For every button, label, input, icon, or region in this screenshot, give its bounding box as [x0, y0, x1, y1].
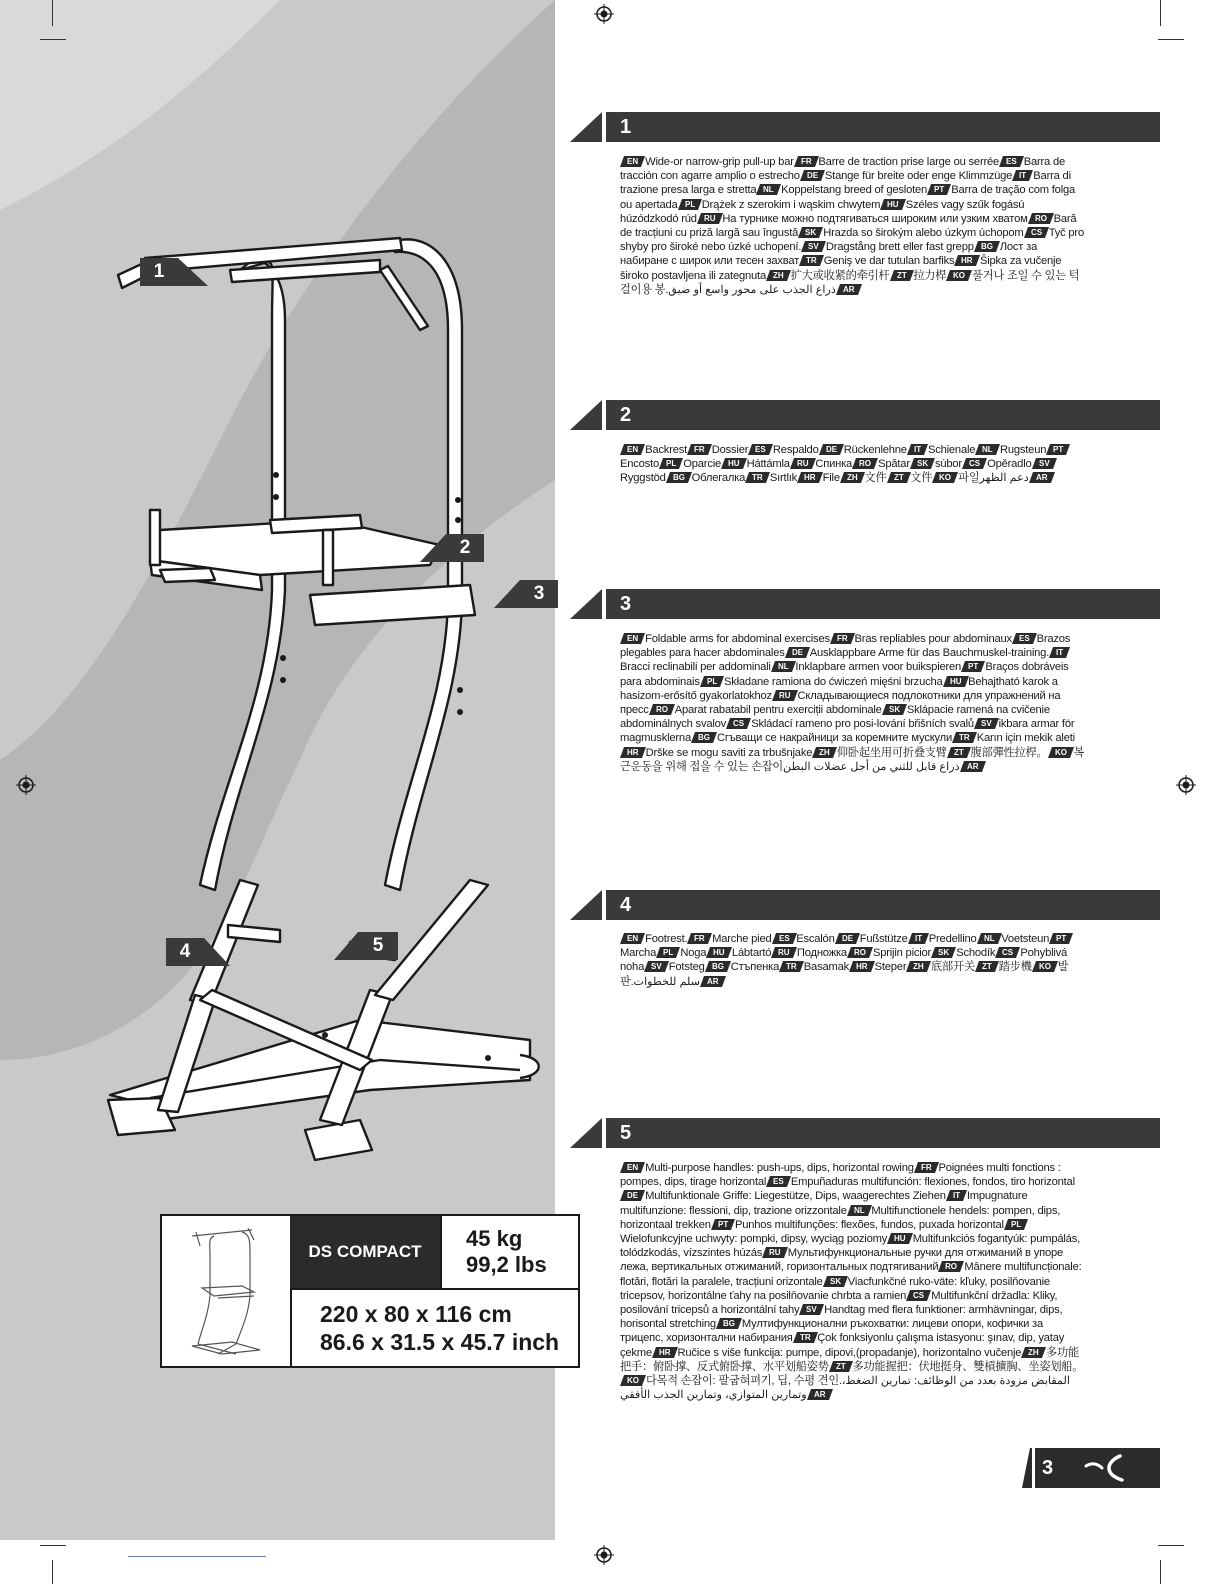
language-badge-en: EN: [620, 1162, 645, 1173]
translation-text: 발판: [620, 961, 1069, 988]
language-badge-ro: RO: [847, 947, 873, 958]
translation-text: Multi-purpose handles: push-ups, dips, horizontal rowing: [645, 1162, 914, 1174]
language-badge-bg: BG: [691, 732, 717, 743]
translation-text: Basamak: [803, 961, 850, 974]
translation-text: Brazos plegables para hacer abdominales: [620, 633, 1071, 660]
translation-text: Aparat rabatabil pentru exerciții abdominale: [674, 704, 882, 717]
language-badge-sv: SV: [801, 241, 826, 252]
language-badge-zt: ZT: [947, 747, 971, 758]
translation-text: 풀거나 조일 수 있는 턱걸이용 봉: [620, 269, 1080, 296]
language-badge-tr: TR: [952, 732, 977, 743]
crop-mark: [52, 1560, 53, 1584]
translation-text: 多功能把手：俯卧撑、反式俯卧撑、水平划船姿势: [620, 1346, 1079, 1373]
page-number: 3: [1042, 1457, 1054, 1479]
language-badge-ko: KO: [946, 270, 972, 281]
language-badge-en: EN: [620, 444, 645, 455]
language-badge-es: ES: [1012, 633, 1037, 644]
translation-text: Behajtható karok a hasizom-erősítő gyakorlatokhoz: [620, 675, 1058, 702]
language-badge-ko: KO: [620, 1375, 646, 1386]
language-badge-hr: HR: [620, 747, 646, 758]
translation-text: Barra de tracción con agarre amplio o estrecho: [620, 156, 1066, 183]
translation-text: 文件: [864, 472, 887, 485]
dimensions-cm: 220 x 80 x 116 cm: [320, 1301, 512, 1327]
language-badge-zh: ZH: [840, 472, 865, 483]
translation-text: Escalón: [796, 933, 835, 945]
translation-text: Backrest: [645, 444, 688, 456]
crop-mark: [40, 39, 66, 40]
language-badge-it: IT: [1012, 170, 1033, 181]
translation-text: Ryggstöd: [620, 472, 666, 485]
translation-text: Multifunkciós fogantyúk: pumpálás, tolódzkodás, vízszintes húzás: [620, 1233, 1081, 1260]
section-header-5: 5: [570, 1118, 1160, 1148]
section-header-3: 3: [570, 589, 1160, 619]
translation-text: ذراع قابل للثني من أجل عضلات البطن: [783, 760, 960, 773]
language-badge-sk: SK: [882, 704, 907, 715]
language-badge-pl: PL: [656, 947, 680, 958]
language-badge-tr: TR: [793, 1332, 818, 1343]
translation-text: دعم الظهر: [979, 472, 1029, 485]
translation-text: súbor: [934, 458, 962, 471]
translation-text: 腹部彈性拉桿。: [970, 746, 1048, 759]
translation-text: Šipka za vučenje široko postavljena ili zategnuta: [620, 255, 1062, 282]
language-badge-hu: HU: [887, 1233, 913, 1244]
translation-text: Sprijin picior: [872, 947, 932, 960]
language-badge-hr: HR: [652, 1347, 678, 1358]
translation-text: Braços dobráveis para abdominais: [620, 661, 1069, 688]
translation-text: Barra di trazione presa larga e stretta: [620, 170, 1071, 197]
translation-text: Lábtartó: [731, 947, 772, 960]
product-name: DS COMPACT: [290, 1216, 440, 1288]
language-badge-hu: HU: [880, 199, 906, 210]
product-spec-box: [160, 1214, 580, 1368]
language-badge-ro: RO: [852, 458, 878, 469]
translation-text: Ručice s više funkcija: pumpe, dipovi,(propadanje), horizontalno vučenje: [677, 1346, 1022, 1359]
translation-text: Punhos multifunções: flexões, fundos, puxada horizontal: [734, 1218, 1004, 1231]
translation-text: Handtag med flera funktioner: armhävningar, dips, horisontal stretching: [620, 1304, 1063, 1331]
translation-text: 다목적 손잡이: 팔굽혀펴기, 딥, 수평 견인: [646, 1375, 839, 1388]
translation-text: Pohyblivá noha: [620, 947, 1068, 974]
translation-text: Marcha: [620, 947, 657, 960]
translation-text: Подножка: [796, 947, 847, 960]
language-badge-nl: NL: [771, 661, 796, 672]
translation-text: Predellino: [928, 933, 977, 945]
section-header-4: 4: [570, 890, 1160, 920]
translation-text: Wide-or narrow-grip pull-up bar: [645, 156, 794, 168]
language-badge-it: IT: [1049, 647, 1070, 658]
language-badge-fr: FR: [830, 633, 855, 644]
translation-text: Drške se mogu saviti za trbušnjake: [645, 746, 813, 759]
language-badge-zt: ZT: [975, 961, 999, 972]
language-badge-pt: PT: [927, 184, 951, 195]
language-badge-hr: HR: [954, 255, 980, 266]
translation-text: Viacfunkčné ruko-väte: kľuky, posilňovanie tricepsov, horizontálne ťahy na posilňovanie chrbta a ramien: [620, 1275, 1050, 1302]
translation-text: Стъпенка: [730, 961, 780, 974]
language-badge-zh: ZH: [1021, 1347, 1046, 1358]
translation-text: Мултифункционални ръкохватки: лицеви опори, кофички за трицепс, хоризонтални набирания: [620, 1318, 1044, 1345]
language-badge-bg: BG: [666, 472, 692, 483]
language-badge-de: DE: [835, 933, 860, 944]
language-badge-sk: SK: [910, 458, 935, 469]
language-badge-fr: FR: [687, 933, 712, 944]
language-badge-hu: HU: [943, 676, 969, 687]
translation-text: 踏步機: [998, 961, 1032, 974]
language-badge-zt: ZT: [887, 472, 911, 483]
section-header-2: 2: [570, 400, 1160, 430]
translation-text: Respaldo: [772, 444, 819, 456]
translation-text: Çok fonksiyonlu çalışma istasyonu: şınav, dip, yatay çekme: [620, 1332, 1065, 1359]
translation-text: .سلم للخطوات: [630, 975, 701, 988]
language-badge-pt: PT: [1049, 933, 1073, 944]
translation-text: 仰卧起坐用可折叠支臂: [836, 746, 947, 759]
registration-mark-icon: [16, 775, 36, 795]
language-badge-ar: AR: [700, 976, 726, 987]
translation-text: Bară de tracțiuni cu priză largă sau îngustă: [620, 212, 1077, 240]
translation-text: Sklápacie ramená na cvičenie abdominálnych svalov: [620, 704, 1050, 731]
language-badge-pl: PL: [659, 458, 683, 469]
language-badge-en: EN: [620, 156, 645, 167]
section-text-3: [620, 632, 1085, 774]
translation-text: Bracci reclinabili per addominali: [620, 661, 771, 674]
language-badge-fr: FR: [687, 444, 712, 455]
language-badge-ro: RO: [938, 1261, 964, 1272]
translation-text: Széles vagy szűk fogású húzódzkodó rúd: [620, 198, 1025, 225]
language-badge-pl: PL: [700, 676, 724, 687]
crop-line: [128, 1556, 266, 1557]
language-badge-de: DE: [800, 170, 825, 181]
language-badge-ar: AR: [836, 284, 862, 295]
language-badge-ru: RU: [772, 690, 798, 701]
weight-lbs: 99,2 lbs: [466, 1252, 547, 1277]
language-badge-de: DE: [620, 1190, 645, 1201]
section-text-4: [620, 932, 1085, 989]
language-badge-cs: CS: [726, 718, 751, 729]
language-badge-nl: NL: [977, 933, 1002, 944]
language-badge-ru: RU: [771, 947, 797, 958]
translation-text: На турнике можно подтягиваться широким или узким хватом: [722, 212, 1028, 225]
language-badge-sv: SV: [644, 961, 669, 972]
product-dimensions: [290, 1288, 578, 1366]
product-weight: [440, 1216, 578, 1288]
translation-text: Opěradlo: [987, 458, 1032, 471]
translation-text: Tyč pro shyby pro široké nebo úzké uchopení.: [620, 227, 1084, 254]
translation-text: Multifunctionele hendels: pompen, dips, horizontaal trekken: [620, 1204, 1061, 1231]
translation-text: Háttámla: [746, 458, 790, 471]
translation-text: Schodík: [956, 947, 996, 960]
translation-text: Ausklappbare Arme für das Bauchmuskel-training.: [809, 647, 1050, 660]
translation-text: Karın için mekik aleti: [976, 732, 1075, 745]
language-badge-bg: BG: [705, 961, 731, 972]
registration-mark-icon: [594, 1545, 614, 1565]
language-badge-fr: FR: [794, 156, 819, 167]
language-badge-it: IT: [907, 444, 928, 455]
translation-text: Multifunktionale Griffe: Liegestütze, Dips, waagerechtes Ziehen: [645, 1190, 946, 1203]
translation-text: Schienale: [927, 444, 976, 456]
translation-text: Multifunkční držadla: Kliky, posilování tricepsů a horizontální tahy: [620, 1289, 1058, 1317]
translation-text: Marche pied: [712, 933, 772, 945]
language-badge-fr: FR: [914, 1162, 939, 1173]
translation-text: Inklapbare armen voor buikspieren: [795, 661, 962, 674]
translation-text: Składane ramiona do ćwiczeń mięśni brzucha: [723, 675, 943, 688]
translation-text: Bras repliables pour abdominaux: [854, 633, 1012, 645]
registration-mark-icon: [1176, 775, 1196, 795]
translation-text: Drążek z szerokim i wąskim chwytem: [701, 198, 881, 211]
product-thumbnail-drawing: [162, 1216, 290, 1366]
translation-text: Mânere multifuncționale: flotări, flotări la paralele, tracțiuni orizontale: [620, 1261, 1082, 1288]
language-badge-tr: TR: [745, 472, 770, 483]
product-thumbnail: [162, 1216, 292, 1366]
crop-mark: [40, 1545, 66, 1546]
language-badge-sv: SV: [799, 1304, 824, 1315]
translation-text: 拉力桿: [913, 269, 947, 282]
translation-text: .ذراع الجذب على محور واسع أو ضيق: [665, 283, 836, 296]
translation-text: Rugsteun: [999, 444, 1047, 456]
language-badge-cs: CS: [1024, 227, 1049, 238]
language-badge-zt: ZT: [829, 1361, 853, 1372]
translation-text: 底部开关: [931, 961, 975, 974]
language-badge-zh: ZH: [812, 747, 837, 758]
translation-text: ikbara armar för magmusklerna: [620, 718, 1075, 745]
translation-text: Dossier: [711, 444, 749, 456]
language-badge-hu: HU: [721, 458, 747, 469]
language-badge-ko: KO: [1032, 961, 1058, 972]
translation-text: Облегалка: [691, 472, 746, 485]
language-badge-it: IT: [908, 933, 929, 944]
language-badge-ko: KO: [932, 472, 958, 483]
crop-mark: [1158, 39, 1184, 40]
translation-text: Сгъващи се накрайници за коремните мускули: [716, 732, 953, 745]
language-badge-ru: RU: [762, 1247, 788, 1258]
language-badge-hu: HU: [706, 947, 732, 958]
crop-mark: [52, 0, 53, 26]
section-text-5: [620, 1161, 1085, 1402]
language-badge-cs: CS: [906, 1290, 931, 1301]
language-badge-sk: SK: [823, 1276, 848, 1287]
language-badge-pl: PL: [678, 199, 702, 210]
language-badge-cs: CS: [995, 947, 1020, 958]
translation-text: Koppelstang breed of gesloten: [781, 184, 928, 197]
brand-logo-icon: [1082, 1454, 1132, 1482]
language-badge-es: ES: [999, 156, 1024, 167]
translation-text: Fotsteg: [668, 961, 705, 974]
language-badge-pt: PT: [961, 661, 985, 672]
translation-text: Encosto: [620, 458, 660, 471]
language-badge-bg: BG: [716, 1318, 742, 1329]
language-badge-tr: TR: [779, 961, 804, 972]
translation-text: Мультифункциональные ручки для отжиманий в упоре лежа, вертикальных отжиманий, горизонтальных подтягиваний: [620, 1247, 1064, 1274]
translation-text: Skládací rameno pro posi-lování břišních svalů: [751, 718, 974, 731]
language-badge-zh: ZH: [906, 961, 931, 972]
translation-text: Barre de traction prise large ou serrée: [818, 156, 1000, 168]
language-badge-ro: RO: [649, 704, 675, 715]
language-badge-pt: PT: [1046, 444, 1070, 455]
translation-text: 扩大或收紧的牵引杆: [790, 269, 890, 282]
language-badge-es: ES: [766, 1176, 791, 1187]
translation-text: Sırtlık: [769, 472, 798, 485]
language-badge-ru: RU: [697, 213, 723, 224]
registration-mark-icon: [594, 4, 614, 24]
translation-text: File: [822, 472, 840, 485]
crop-mark: [1158, 1545, 1184, 1546]
section-header-1: 1: [570, 112, 1160, 142]
translation-text: 文件: [910, 472, 933, 485]
translation-text: Fußstütze: [859, 933, 908, 945]
translation-text: Barra de tração com folga ou apertada: [620, 184, 1076, 211]
crop-mark: [1160, 1560, 1161, 1584]
language-badge-tr: TR: [799, 255, 824, 266]
translation-text: 파일: [958, 472, 980, 485]
translation-text: Geniş ve dar tutulan barfiks: [823, 255, 955, 268]
translation-text: Spătar: [878, 458, 910, 471]
page-number-tab: [1022, 1448, 1160, 1488]
language-badge-sv: SV: [974, 718, 999, 729]
language-badge-bg: BG: [974, 241, 1000, 252]
dimensions-inch: 86.6 x 31.5 x 45.7 inch: [320, 1329, 560, 1355]
language-badge-ko: KO: [1048, 747, 1074, 758]
section-text-1: [620, 155, 1085, 297]
translation-text: Poignées multi fonctions : pompes, dips, tirage horizontal: [620, 1162, 1061, 1189]
language-badge-de: DE: [819, 444, 844, 455]
language-badge-ar: AR: [960, 761, 986, 772]
language-badge-hr: HR: [797, 472, 823, 483]
translation-text: Foldable arms for abdominal exercises: [645, 633, 830, 645]
language-badge-sk: SK: [798, 227, 823, 238]
translation-text: Steper: [874, 961, 907, 974]
translation-text: Oparcie: [683, 458, 722, 471]
weight-kg: 45 kg: [466, 1226, 523, 1251]
translation-text: Noga: [680, 947, 707, 960]
section-text-2: [620, 443, 1085, 486]
translation-text: Hrazda so širokým alebo úzkym úchopom: [823, 227, 1024, 240]
translation-text: Impugnature multifunzione: flessioni, dip, trazione orizzontale: [620, 1190, 1028, 1217]
language-badge-nl: NL: [847, 1205, 872, 1216]
language-badge-en: EN: [620, 633, 645, 644]
translation-text: Спинка: [815, 458, 853, 471]
translation-text: Складывающиеся подлокотники для упражнений на пресс: [620, 689, 1061, 717]
translation-text: 多功能握把：伏地挺身、雙槓擴胸、坐姿划船。: [852, 1360, 1084, 1373]
language-badge-nl: NL: [975, 444, 1000, 455]
language-badge-pl: PL: [1004, 1219, 1028, 1230]
language-badge-pt: PT: [711, 1219, 735, 1230]
language-badge-en: EN: [620, 933, 645, 944]
language-badge-es: ES: [772, 933, 797, 944]
language-badge-cs: CS: [962, 458, 987, 469]
translation-text: .المقابض مزودة بعدد من الوظائف: تمارين الضغط، وتمارين المتوازي، وتمارين الجذب الأفقي: [620, 1375, 1070, 1402]
language-badge-de: DE: [785, 647, 810, 658]
translation-text: 복근운동을 위해 접을 수 있는 손잡이: [620, 746, 1085, 773]
translation-text: Dragstång brett eller fast grepp: [825, 241, 974, 254]
language-badge-nl: NL: [756, 184, 781, 195]
language-badge-ru: RU: [790, 458, 816, 469]
language-badge-es: ES: [748, 444, 773, 455]
translation-text: Empuñaduras multifunción: flexiones, fondos, tiro horizontal: [790, 1176, 1075, 1189]
translation-text: Wielofunkcyjne uchwyty: pompki, dipsy, wyciąg poziomy: [620, 1233, 888, 1246]
language-badge-zh: ZH: [766, 270, 791, 281]
language-badge-sv: SV: [1032, 458, 1057, 469]
language-badge-ar: AR: [807, 1389, 833, 1400]
crop-mark: [1160, 0, 1161, 26]
translation-text: Stange für breite oder enge Klimmzüge: [824, 170, 1013, 183]
language-badge-it: IT: [946, 1190, 967, 1201]
translation-text: Лост за набиране с широк или тесен захват: [620, 241, 1038, 268]
language-badge-ro: RO: [1028, 213, 1054, 224]
language-badge-ar: AR: [1029, 472, 1055, 483]
language-badge-zt: ZT: [890, 270, 914, 281]
language-badge-hr: HR: [849, 961, 875, 972]
language-badge-sk: SK: [931, 947, 956, 958]
translation-text: Footrest.: [645, 933, 688, 945]
translation-text: Rückenlehne: [843, 444, 907, 456]
translation-text: Voetsteun: [1001, 933, 1050, 945]
